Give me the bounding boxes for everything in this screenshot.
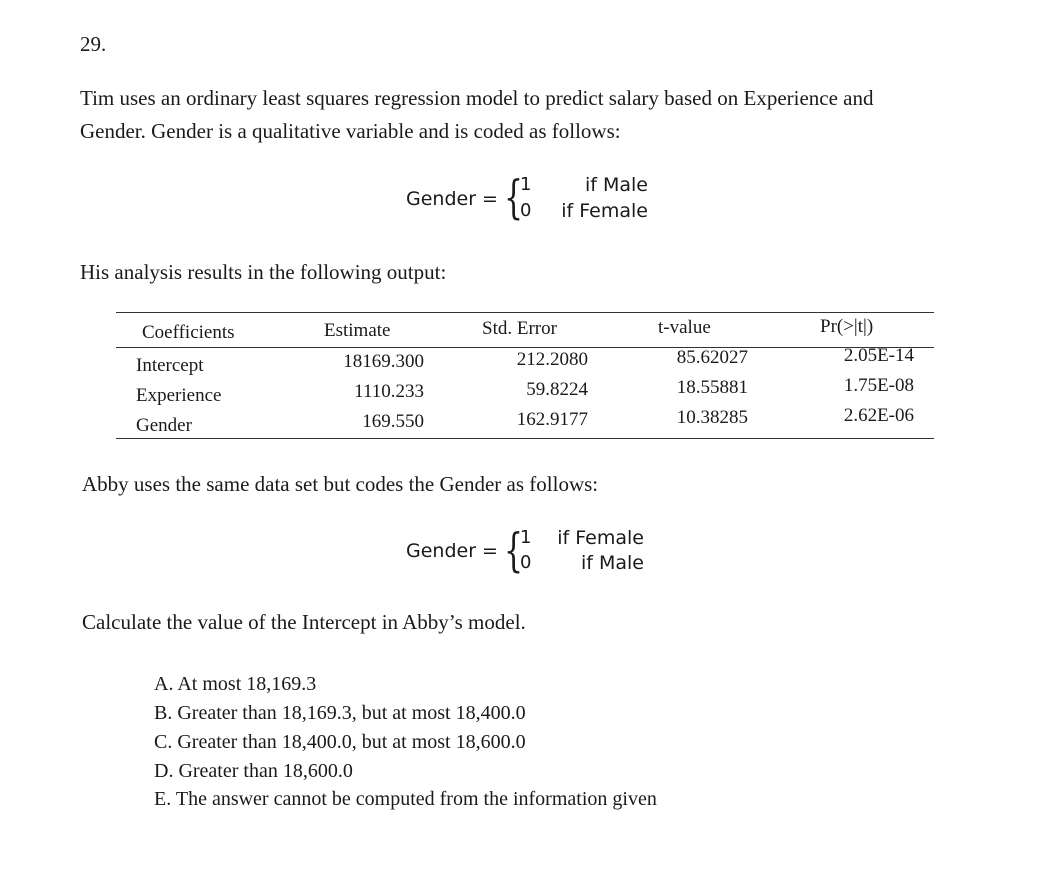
answer-option-a[interactable] [154,673,316,696]
option-text: The answer cannot be computed from the information given [175,788,657,810]
option-text: At most 18,169.3 [177,673,317,695]
table-header-coefficients: Coefficients [142,322,235,343]
table-row-label: Gender [136,415,192,436]
table-cell-t-value: 18.55881 [676,377,748,398]
equation-label: Gender = [406,188,498,210]
equation-value-0: 0 [520,552,532,573]
intro-line-1: Tim uses an ordinary least squares regression model to predict salary based on Experience and [80,86,874,110]
answer-option-c[interactable] [154,731,526,754]
table-cell-std-error: 59.8224 [526,379,588,400]
answer-option-b[interactable] [154,702,526,725]
equation-condition-1: if Male [584,174,648,196]
equation-value-1: 1 [520,174,532,195]
table-cell-t-value: 10.38285 [676,407,748,428]
intro-line-2: Gender. Gender is a qualitative variable and is coded as follows: [80,119,621,143]
option-text: Greater than 18,600.0 [178,760,353,782]
option-letter: B. [154,702,173,724]
table-row-label: Intercept [136,355,204,376]
table-row-label: Experience [136,385,222,406]
option-letter: D. [154,760,174,782]
table-cell-p-value: 1.75E-08 [843,375,914,396]
table-cell-estimate: 169.550 [362,411,424,432]
question-number: 29. [80,32,107,56]
option-text: Greater than 18,169.3, but at most 18,400.0 [177,702,526,724]
abby-text: Abby uses the same data set but codes the Gender as follows: [82,472,599,496]
analysis-text: His analysis results in the following output: [80,260,447,284]
equation-condition-0: if Male [580,552,644,574]
table-cell-t-value: 85.62027 [676,347,748,368]
option-letter: E. [154,788,172,810]
table-header-p-value: Pr(>|t|) [820,316,874,337]
equation-value-1: 1 [520,527,532,548]
option-letter: A. [154,673,174,695]
table-cell-estimate: 18169.300 [343,351,424,372]
table-cell-estimate: 1110.233 [354,381,424,402]
option-text: Greater than 18,400.0, but at most 18,600.0 [177,731,526,753]
equation-label: Gender = [406,540,498,562]
brace-icon: { [504,523,524,577]
table-cell-std-error: 162.9177 [516,409,588,430]
answer-option-e[interactable] [154,788,657,811]
answer-option-d[interactable] [154,760,353,783]
brace-icon: { [504,170,524,224]
equation-condition-1: if Female [557,527,644,549]
table-bottom-rule [116,438,934,439]
table-cell-p-value: 2.05E-14 [843,345,914,366]
table-cell-p-value: 2.62E-06 [843,405,914,426]
table-top-rule [116,312,934,313]
table-header-std-error: Std. Error [482,318,557,339]
table-cell-std-error: 212.2080 [516,349,588,370]
table-header-estimate: Estimate [324,320,391,341]
table-header-t-value: t-value [658,317,711,338]
question-prompt: Calculate the value of the Intercept in Abby’s model. [82,610,526,634]
option-letter: C. [154,731,173,753]
equation-value-0: 0 [520,200,532,221]
equation-condition-0: if Female [561,200,648,222]
